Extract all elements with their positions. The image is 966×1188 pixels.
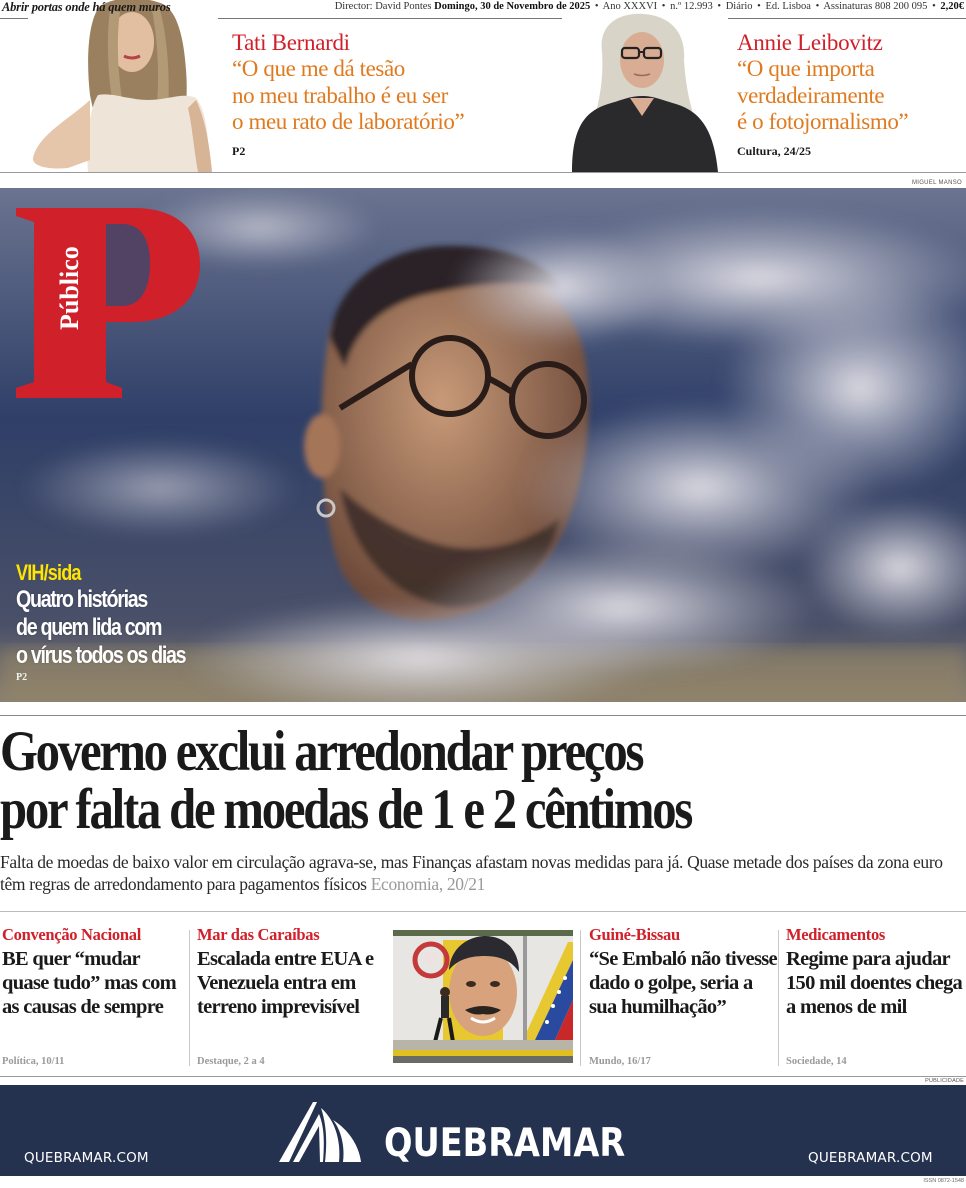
divider xyxy=(0,1076,966,1077)
issue-date: Domingo, 30 de Novembro de 2025 xyxy=(434,1,591,12)
teaser-quote-line: “O que importa xyxy=(737,56,875,81)
teaser-name: Tati Bernardi xyxy=(232,30,350,55)
story-eua-venezuela[interactable] xyxy=(197,925,387,1070)
lead-headline-line: Governo exclui arredondar preços xyxy=(0,720,643,783)
story-medicamentos[interactable] xyxy=(786,925,964,1070)
story-section-ref: Política, 10/11 xyxy=(2,1056,65,1067)
teaser-section-ref: Cultura, 24/25 xyxy=(737,143,812,158)
venezuela-mural-photo[interactable] xyxy=(393,930,573,1063)
masthead-strip xyxy=(0,0,966,16)
frequency: Diário xyxy=(725,1,753,12)
subscriptions: Assinaturas 808 200 095 xyxy=(823,1,928,12)
hero-caption[interactable] xyxy=(16,560,276,683)
teaser-section-ref: P2 xyxy=(232,143,246,158)
slogan: Abrir portas onde há quem muros xyxy=(2,0,171,14)
hero-headline-line: de quem lida com xyxy=(16,614,162,641)
story-headline: Escalada entre EUA e Venezuela entra em terreno imprevisível xyxy=(197,948,374,1018)
column-divider xyxy=(778,930,779,1066)
teaser-quote-line: no meu trabalho é eu ser xyxy=(232,82,448,108)
story-headline: Regime para ajudar 150 mil doentes chega a menos de mil xyxy=(786,948,963,1018)
divider xyxy=(0,911,966,912)
ad-url-left[interactable]: QUEBRAMAR.COM xyxy=(24,1150,149,1166)
story-section-ref: Destaque, 2 a 4 xyxy=(197,1056,265,1067)
story-kicker: Guiné-Bissau xyxy=(589,925,680,944)
story-be-convencao[interactable] xyxy=(2,925,186,1070)
mural-image xyxy=(393,930,573,1063)
lead-headline[interactable] xyxy=(0,720,838,841)
hero-headline-line: o vírus todos os dias xyxy=(16,642,186,669)
story-kicker: Convenção Nacional xyxy=(2,925,141,944)
teaser-tati-bernardi[interactable] xyxy=(232,30,552,159)
quebramar-logo xyxy=(279,1100,365,1162)
teaser-photo-tati-bernardi[interactable] xyxy=(28,0,218,172)
issn: ISSN 0872-1548 xyxy=(923,1178,964,1184)
story-section-ref: Sociedade, 14 xyxy=(786,1056,847,1067)
teaser-annie-leibovitz[interactable] xyxy=(737,30,966,159)
issue-number: n.º 12.993 xyxy=(670,1,713,12)
edition-info: Director: David Pontes Domingo, 30 de Novembro de 2025 • Ano XXXVI • n.º 12.993 • Diário • Ed. Lisboa • Assinaturas 808 200 095 • 2,20€ xyxy=(334,1,964,12)
portrait-image xyxy=(562,12,728,172)
story-headline: “Se Embaló não tivesse dado o golpe, seria a sua humilhação” xyxy=(589,948,777,1018)
lead-deck xyxy=(0,851,966,895)
teaser-name: Annie Leibovitz xyxy=(737,30,883,55)
divider xyxy=(0,172,966,173)
column-divider xyxy=(580,930,581,1066)
ad-url-right[interactable]: QUEBRAMAR.COM xyxy=(808,1150,933,1166)
teaser-quote-line: “O que me dá tesão xyxy=(232,56,405,81)
portrait-image xyxy=(28,0,218,172)
lead-headline-line: por falta de moedas de 1 e 2 cêntimos xyxy=(0,778,692,841)
price: 2,20€ xyxy=(940,1,964,12)
ad-brand: QUEBRAMAR xyxy=(384,1121,626,1166)
column-divider xyxy=(189,930,190,1066)
publico-logo[interactable] xyxy=(14,202,204,402)
hero-headline-line: Quatro histórias xyxy=(16,586,148,613)
teaser-photo-annie-leibovitz[interactable] xyxy=(562,12,728,172)
advertising-label: PUBLICIDADE xyxy=(925,1078,964,1084)
teaser-quote-line: verdadeiramente xyxy=(737,82,885,108)
story-kicker: Medicamentos xyxy=(786,925,886,944)
edition: Ed. Lisboa xyxy=(765,1,811,12)
teaser-quote-line: o meu rato de laboratório” xyxy=(232,109,465,134)
teaser-quote-line: é o fotojornalismo” xyxy=(737,109,909,134)
hero-kicker: VIH/sida xyxy=(16,560,81,585)
lead-section-ref[interactable]: Economia, 20/21 xyxy=(370,874,485,894)
photo-credit: MIGUEL MANSO xyxy=(911,180,962,186)
quebramar-sail-icon xyxy=(279,1100,365,1162)
publico-logo-icon xyxy=(14,202,204,402)
hero-section-ref: P2 xyxy=(16,672,28,683)
story-headline: BE quer “mudar quase tudo” mas com as causas de sempre xyxy=(2,948,177,1018)
director: Director: David Pontes xyxy=(334,1,432,12)
story-section-ref: Mundo, 16/17 xyxy=(589,1056,651,1067)
story-guine-bissau[interactable] xyxy=(589,925,779,1070)
year: Ano XXXVI xyxy=(602,1,658,12)
story-kicker: Mar das Caraíbas xyxy=(197,925,320,944)
wordmark: Público xyxy=(55,246,84,330)
lead-deck-text: Falta de moedas de baixo valor em circulação agrava-se, mas Finanças afastam novas medidas para já. Quase metade dos países da zona euro têm regras de arredondamento para pagamentos físicos xyxy=(0,852,943,894)
divider xyxy=(0,715,966,716)
